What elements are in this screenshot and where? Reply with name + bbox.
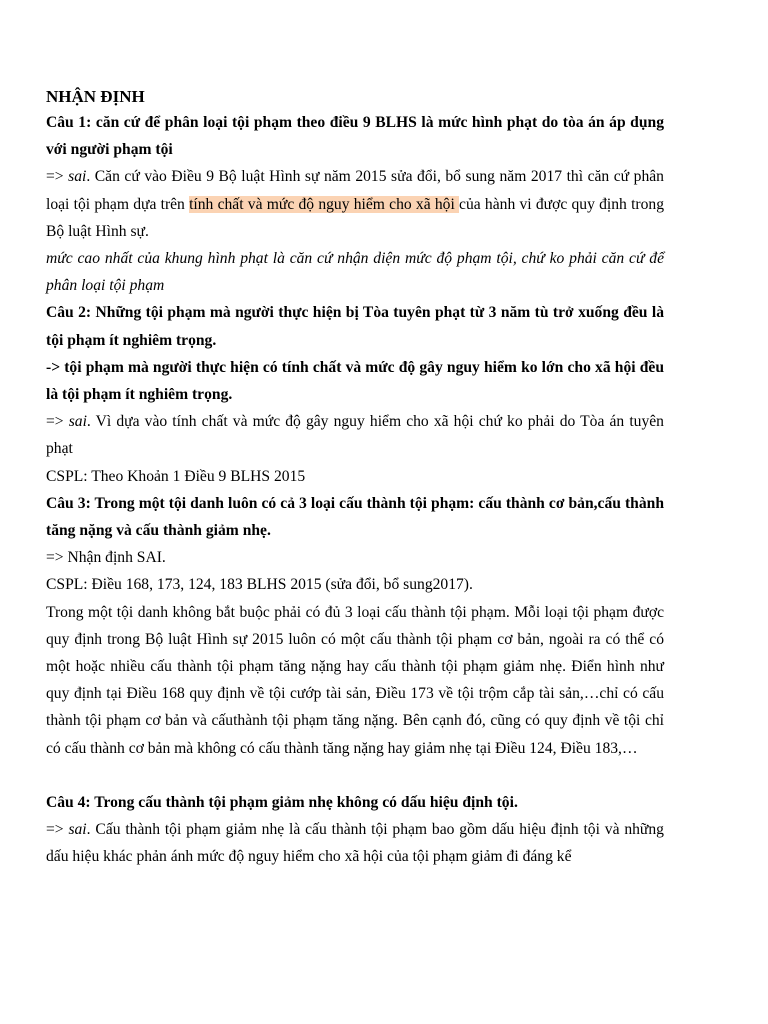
- answer-1-text-a: . Căn cứ vào Điều 9 Bộ luật Hình sự năm 2015 sửa đổi, bổ sung năm 2017 thì căn cứ phân loại tội phạm dựa trên: [46, 168, 664, 213]
- question-3: Câu 3: Trong một tội danh luôn có cả 3 loại cấu thành tội phạm: cấu thành cơ bản,cấu thành tăng nặng và cấu thành giảm nhẹ.: [46, 494, 664, 540]
- answer-1-verdict: sai: [68, 168, 87, 186]
- answer-2-verdict: sai: [68, 413, 87, 431]
- answer-1: [46, 163, 664, 245]
- answer-1-highlight: tính chất và mức độ nguy hiểm cho xã hội: [189, 195, 460, 213]
- answer-4-verdict: sai: [68, 821, 87, 839]
- answer-1-prefix: =>: [46, 168, 69, 186]
- answer-3: => Nhận định SAI.: [46, 549, 166, 567]
- answer-4-prefix: =>: [46, 821, 69, 839]
- answer-4-text: . Cấu thành tội phạm giảm nhẹ là cấu thành tội phạm bao gồm dấu hiệu định tội và những dấu hiệu khác phản ánh mức độ nguy hiểm cho xã hội của tội phạm giảm đi đáng kể: [46, 821, 664, 866]
- cspl-3: CSPL: Điều 168, 173, 124, 183 BLHS 2015 (sửa đổi, bổ sung2017).: [46, 576, 473, 594]
- explanation-3: Trong một tội danh không bắt buộc phải có đủ 3 loại cấu thành tội phạm. Mỗi loại tội phạm được quy định trong Bộ luật Hình sự 2015 luôn có một cấu thành tội phạm cơ bản, ngoài ra có thể có một hoặc nhiều cấu thành tội phạm tăng nặng hay cấu thành tội phạm giảm nhẹ. Điển hình như quy định tại Điều 168 quy định về tội cướp tài sản, Điều 173 về tội trộm cắp tài sản,…chỉ có cấu thành tội phạm cơ bản và cấuthành tội phạm tăng nặng. Bên cạnh đó, cũng có quy định về tội chỉ có cấu thành cơ bản mà không có cấu thành tăng nặng hay giảm nhẹ tại Điều 124, Điều 183,…: [46, 603, 664, 757]
- document-page: [46, 84, 664, 870]
- question-1: Câu 1: căn cứ để phân loại tội phạm theo điều 9 BLHS là mức hình phạt do tòa án áp dụng với người phạm tội: [46, 114, 664, 159]
- answer-2: [46, 408, 664, 462]
- question-2: Câu 2: Những tội phạm mà người thực hiện bị Tòa tuyên phạt từ 3 năm tù trở xuống đều là tội phạm ít nghiêm trọng.: [46, 304, 664, 349]
- question-4: Câu 4: Trong cấu thành tội phạm giảm nhẹ không có dấu hiệu định tội.: [46, 793, 518, 811]
- answer-4: [46, 816, 664, 870]
- answer-2-text: . Vì dựa vào tính chất và mức độ gây nguy hiểm cho xã hội chứ ko phải do Tòa án tuyên phạt: [46, 413, 664, 458]
- cspl-2: CSPL: Theo Khoản 1 Điều 9 BLHS 2015: [46, 467, 306, 485]
- paragraph-spacer: [46, 762, 664, 789]
- answer-2-prefix: =>: [46, 413, 69, 431]
- document-heading: NHẬN ĐỊNH: [46, 87, 145, 106]
- revised-statement-2: -> tội phạm mà người thực hiện có tính chất và mức độ gây nguy hiểm ko lớn cho xã hội đều là tội phạm ít nghiêm trọng.: [46, 358, 664, 404]
- answer-1-text-b: của hành vi được quy định trong Bộ luật Hình sự.: [46, 195, 664, 240]
- note-1: mức cao nhất của khung hình phạt là căn cứ nhận diện mức độ phạm tội, chứ ko phải căn cứ để phân loại tội phạm: [46, 250, 664, 295]
